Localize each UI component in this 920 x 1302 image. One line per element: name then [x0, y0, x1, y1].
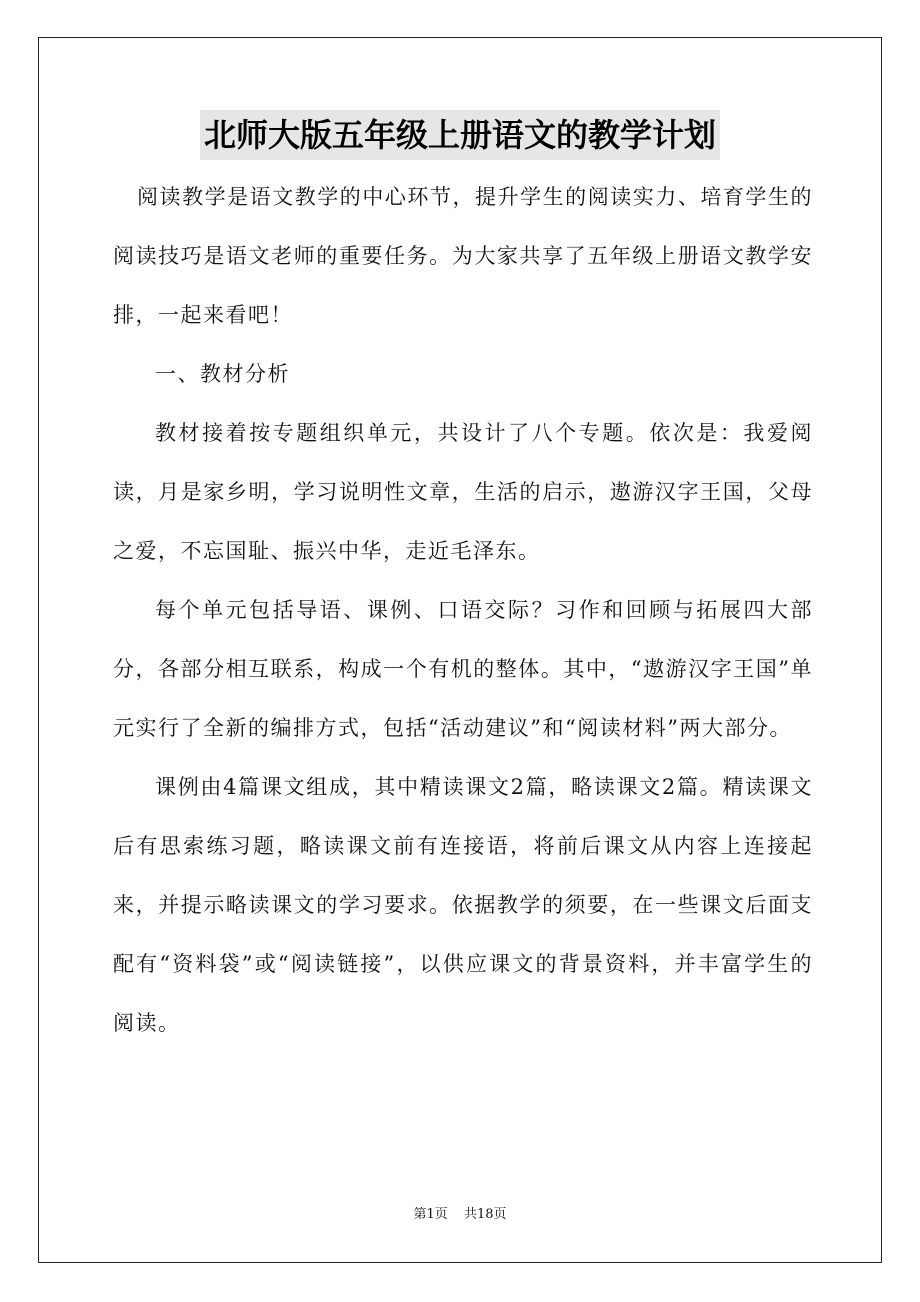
section-heading: 一、教材分析 [155, 362, 290, 386]
page-title: 北师大版五年级上册语文的教学计划 [200, 110, 720, 160]
page-footer [0, 1203, 920, 1222]
title-container [0, 110, 920, 160]
paragraph-units: 每个单元包括导语、课例、口语交际？习作和回顾与拓展四大部分，各部分相互联系，构成一个有机的整体。其中，“遨游汉字王国”单元实行了全新的编排方式，包括“活动建议”和“阅读材料”两大部分。 [113, 598, 813, 740]
document-body [113, 168, 813, 1053]
paragraph-intro: 阅读教学是语文教学的中心环节，提升学生的阅读实力、培育学生的阅读技巧是语文老师的重要任务。为大家共享了五年级上册语文教学安排，一起来看吧！ [113, 185, 813, 327]
paragraph-topics: 教材接着按专题组织单元，共设计了八个专题。依次是：我爱阅读，月是家乡明，学习说明性文章，生活的启示，遨游汉字王国，父母之爱，不忘国耻、振兴中华，走近毛泽东。 [113, 421, 813, 563]
page-total: 共18页 [463, 1207, 507, 1222]
paragraph-lessons: 课例由4篇课文组成，其中精读课文2篇，略读课文2篇。精读课文后有思索练习题，略读课文前有连接语，将前后课文从内容上连接起来，并提示略读课文的学习要求。依据教学的须要，在一些课文后面支配有“资料袋”或“阅读链接”，以供应课文的背景资料，并丰富学生的阅读。 [113, 775, 813, 1035]
page-number: 第1页 [413, 1207, 448, 1222]
